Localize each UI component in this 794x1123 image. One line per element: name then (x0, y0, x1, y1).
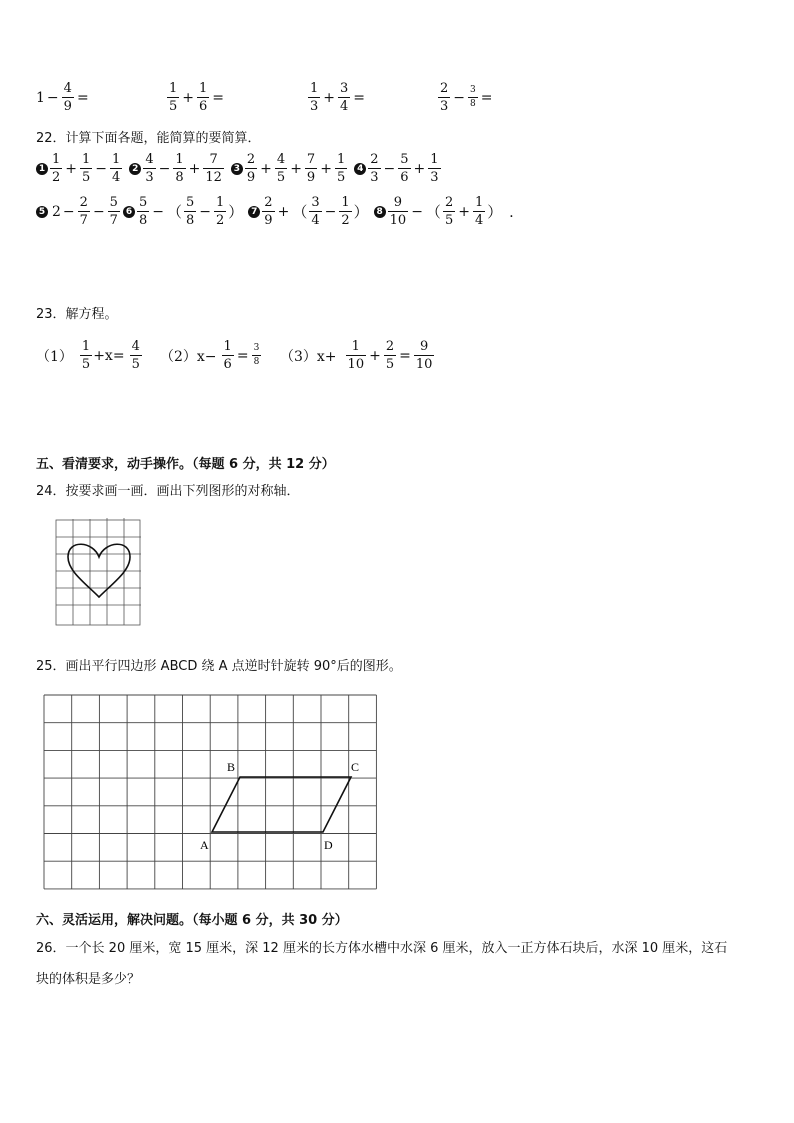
fraction: $\frac{5}{8}$ (185, 195, 195, 228)
operator: − (199, 203, 211, 220)
fraction: $\frac{1}{2}$ (216, 195, 225, 228)
fraction: $\frac{1}{8}$ (175, 152, 184, 185)
question-23-title: 23．解方程。 (36, 307, 118, 322)
fraction: $\frac{1}{5}$ (336, 152, 346, 185)
operator: + (458, 203, 470, 220)
vertex-label-a: A (200, 838, 209, 852)
section-6-title: 六、灵活运用，解决问题。（每小题 6 分，共 30 分） (36, 913, 348, 928)
left-paren: （ (425, 203, 441, 221)
circled-number: 8 (374, 206, 386, 218)
equation-1 (36, 340, 143, 371)
integer: 1 (36, 89, 45, 106)
fraction: $\frac{1}{2}$ (52, 152, 61, 185)
fraction: $\frac{1}{6}$ (223, 339, 232, 372)
operator: + (413, 160, 426, 177)
expr-21-1 (36, 82, 91, 113)
fraction: $\frac{2}{5}$ (444, 195, 454, 228)
fraction: $\frac{5}{7}$ (109, 195, 118, 228)
circled-number: 1 (36, 163, 48, 175)
question-25-title: 25．画出平行四边形 ABCD 绕 A 点逆时针旋转 90°后的图形。 (36, 659, 402, 674)
heart-grid-figure (55, 515, 143, 629)
fraction: $\frac{2}{3}$ (370, 152, 379, 185)
equals-sign: = (236, 347, 249, 364)
right-paren: ） (487, 203, 503, 221)
expr-21-3 (307, 82, 367, 113)
equals-sign: = (480, 89, 493, 106)
fraction: $\frac{1}{6}$ (199, 81, 208, 114)
fraction: $\frac{4}{9}$ (63, 81, 72, 114)
fraction: $\frac{2}{7}$ (79, 195, 88, 228)
fraction: $\frac{5}{8}$ (138, 195, 148, 228)
fraction: $\frac{7}{12}$ (205, 152, 222, 185)
fraction: $\frac{2}{3}$ (440, 81, 449, 114)
fraction: $\frac{2}{5}$ (385, 339, 395, 372)
operator: − (92, 203, 105, 220)
equation-text: +x= (93, 347, 125, 364)
operator: − (383, 160, 396, 177)
question-24-title: 24．按要求画一画．画出下列图形的对称轴． (36, 484, 300, 499)
fraction: $\frac{1}{5}$ (82, 152, 91, 185)
equation-label: （1） (36, 348, 73, 365)
operator: − (152, 203, 164, 220)
fraction: $\frac{2}{9}$ (246, 152, 256, 185)
parallelogram-grid-figure (40, 693, 385, 891)
fraction: $\frac{1}{3}$ (430, 152, 439, 185)
question-22-row2 (36, 196, 523, 227)
equals-sign: = (212, 89, 225, 106)
expr-21-2 (166, 82, 226, 113)
operator: − (453, 89, 466, 106)
operator: − (158, 160, 171, 177)
fraction: $\frac{1}{5}$ (169, 81, 178, 114)
equation-label: （3）x+ (280, 348, 337, 365)
end-mark: ． (509, 204, 524, 221)
fraction: $\frac{1}{10}$ (347, 339, 365, 372)
fraction: $\frac{1}{2}$ (341, 195, 350, 228)
fraction: $\frac{1}{4}$ (474, 195, 484, 228)
equation-3 (280, 340, 435, 371)
operator: + (65, 160, 78, 177)
fraction: $\frac{1}{3}$ (310, 81, 319, 114)
circled-number: 2 (129, 163, 141, 175)
question-26-line1: 26．一个长 20 厘米，宽 15 厘米，深 12 厘米的长方体水槽中水深 6 厘米，放入一正方体石块后，水深 10 厘米，这石 (36, 941, 728, 956)
parallelogram-abcd (212, 777, 351, 832)
operator: + (320, 160, 332, 177)
section-5-title: 五、看清要求，动手操作。（每题 6 分，共 12 分） (36, 457, 335, 472)
circled-number: 3 (231, 163, 243, 175)
equation-label: （2）x− (160, 348, 217, 365)
fraction: $\frac{9}{10}$ (415, 339, 433, 372)
circled-number: 5 (36, 206, 48, 218)
fraction: $\frac{4}{5}$ (276, 152, 286, 185)
fraction: $\frac{1}{5}$ (81, 339, 91, 372)
fraction: $\frac{4}{5}$ (131, 339, 140, 372)
fraction: $\frac{3}{4}$ (340, 81, 349, 114)
fraction: $\frac{3}{4}$ (311, 195, 320, 228)
operator: + (323, 89, 336, 106)
operator: + (369, 347, 381, 364)
circled-number: 7 (248, 206, 260, 218)
integer: 2 (52, 203, 61, 220)
equals-sign: = (399, 347, 411, 364)
fraction: $\frac{9}{10}$ (389, 195, 407, 228)
vertex-label-b: B (227, 760, 236, 774)
operator: − (95, 160, 108, 177)
fraction: $\frac{2}{9}$ (264, 195, 273, 228)
question-26-line2: 块的体积是多少？ (36, 972, 141, 987)
operator: + (290, 160, 302, 177)
equation-2 (160, 340, 262, 371)
vertex-label-d: D (324, 838, 333, 852)
operator: + (260, 160, 272, 177)
fraction: $\frac{3}{8}$ (253, 343, 260, 367)
left-paren: （ (166, 203, 182, 221)
operator: − (411, 203, 423, 220)
grid-lines (56, 518, 141, 625)
fraction: $\frac{7}{9}$ (306, 152, 316, 185)
right-paren: ） (353, 203, 369, 221)
question-22-title: 22．计算下面各题，能简算的要简算． (36, 131, 261, 146)
operator: + (277, 203, 290, 220)
equals-sign: = (76, 89, 89, 106)
operator: + (182, 89, 195, 106)
fraction: $\frac{5}{6}$ (400, 152, 409, 185)
circled-number: 6 (123, 206, 135, 218)
operator: − (46, 89, 59, 106)
grid-lines (44, 695, 376, 889)
fraction: $\frac{3}{8}$ (470, 85, 476, 109)
vertex-label-c: C (351, 760, 360, 774)
question-22-row1 (36, 153, 442, 184)
expr-21-4 (437, 82, 494, 113)
fraction: $\frac{4}{3}$ (145, 152, 154, 185)
operator: − (62, 203, 75, 220)
equals-sign: = (353, 89, 366, 106)
operator: − (324, 203, 337, 220)
circled-number: 4 (354, 163, 366, 175)
fraction: $\frac{1}{4}$ (112, 152, 121, 185)
left-paren: （ (292, 203, 308, 221)
operator: + (188, 160, 201, 177)
right-paren: ） (228, 203, 244, 221)
